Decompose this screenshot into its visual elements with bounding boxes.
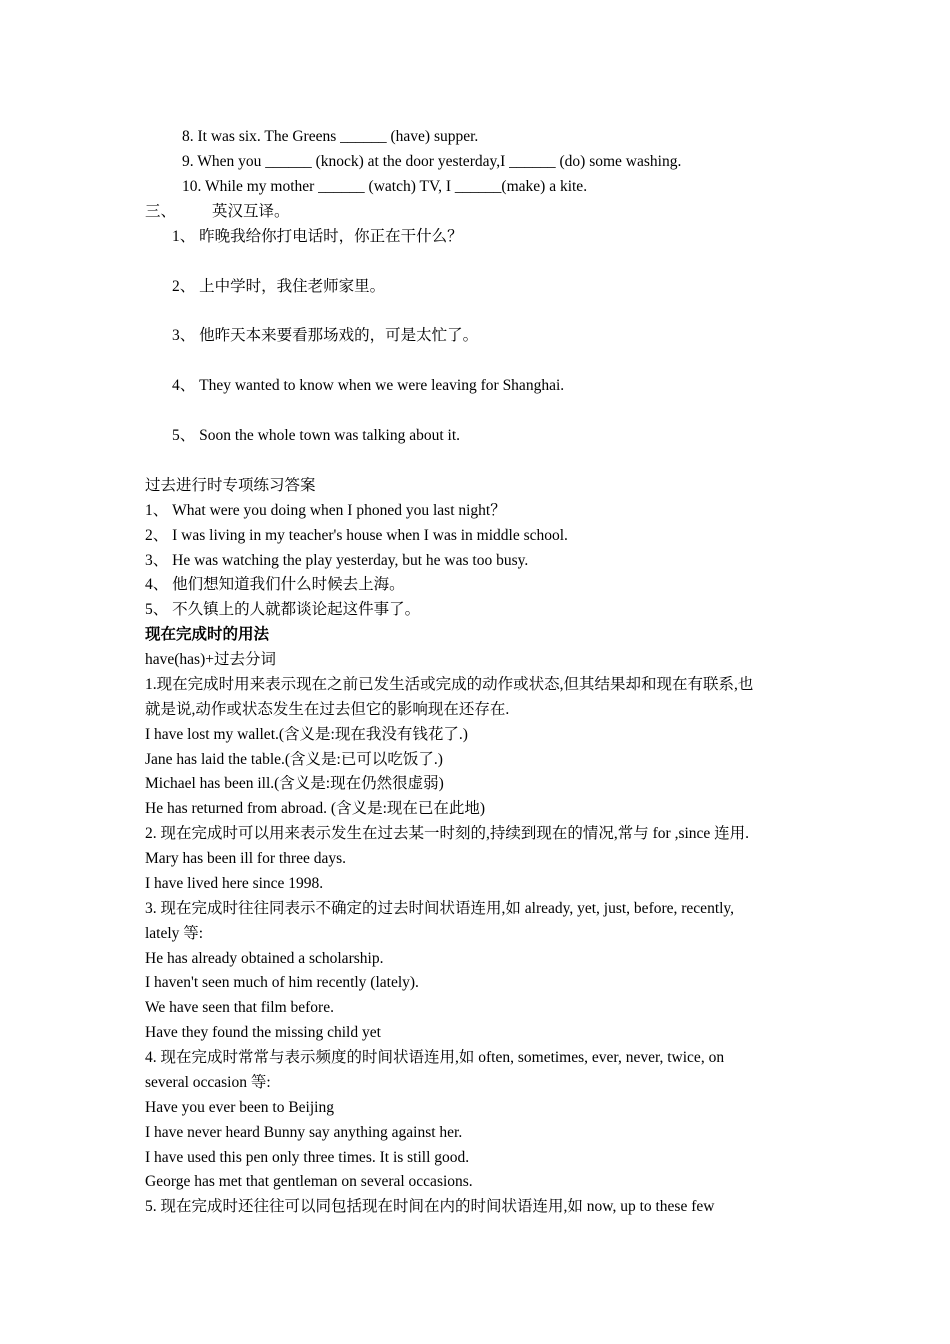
body-line: I have lost my wallet.(含义是:现在我没有钱花了.) xyxy=(145,726,468,743)
body-line: 5. 现在完成时还往往可以同包括现在时间在内的时间状语连用,如 now, up to these few xyxy=(145,1198,715,1215)
body-line: lately 等: xyxy=(145,925,204,942)
translation-item-2: 2、 上中学时，我住老师家里。 xyxy=(172,278,386,295)
body-line: I haven't seen much of him recently (lately). xyxy=(145,974,419,991)
translation-item-5: 5、 Soon the whole town was talking about it. xyxy=(172,427,461,444)
body-line: Mary has been ill for three days. xyxy=(145,850,347,867)
fill-item-8: 8. It was six. The Greens ______ (have) supper. xyxy=(182,128,479,145)
body-line: Michael has been ill.(含义是:现在仍然很虚弱) xyxy=(145,775,444,792)
body-line: He has already obtained a scholarship. xyxy=(145,950,384,967)
fill-item-10: 10. While my mother ______ (watch) TV, I ______(make) a kite. xyxy=(182,178,588,195)
body-line: 3. 现在完成时往往同表示不确定的过去时间状语连用,如 already, yet, just, before, recently, xyxy=(145,900,735,917)
translation-item-1: 1、 昨晚我给你打电话时，你正在干什么？ xyxy=(172,228,463,245)
translation-item-3: 3、 他昨天本来要看那场戏的，可是太忙了。 xyxy=(172,327,479,344)
body-line: I have lived here since 1998. xyxy=(145,875,324,892)
body-line: 就是说,动作或状态发生在过去但它的影响现在还存在. xyxy=(145,701,510,718)
section-title: 英汉互译。 xyxy=(212,203,290,220)
body-line: 4. 现在完成时常常与表示频度的时间状语连用,如 often, sometimes, ever, never, twice, on xyxy=(145,1049,725,1066)
body-line: George has met that gentleman on several occasions. xyxy=(145,1173,473,1190)
fill-item-9: 9. When you ______ (knock) at the door yesterday,I ______ (do) some washing. xyxy=(182,153,682,170)
body-line: have(has)+过去分词 xyxy=(145,651,276,668)
body-line: I have used this pen only three times. It is still good. xyxy=(145,1149,470,1166)
answers-heading: 过去进行时专项练习答案 xyxy=(145,477,316,494)
body-line: Have they found the missing child yet xyxy=(145,1024,381,1041)
body-line: I have never heard Bunny say anything against her. xyxy=(145,1124,463,1141)
body-line: We have seen that film before. xyxy=(145,999,334,1016)
body-line: Have you ever been to Beijing xyxy=(145,1099,334,1116)
answer-item-4: 4、 他们想知道我们什么时候去上海。 xyxy=(145,576,405,593)
body-line: 2. 现在完成时可以用来表示发生在过去某一时刻的,持续到现在的情况,常与 for ,since 连用. xyxy=(145,825,750,842)
section-number: 三、 xyxy=(145,203,177,220)
body-line: Jane has laid the table.(含义是:已可以吃饭了.) xyxy=(145,751,443,768)
answer-item-3: 3、 He was watching the play yesterday, but he was too busy. xyxy=(145,552,529,569)
body-line: 1.现在完成时用来表示现在之前已发生活或完成的动作或状态,但其结果却和现在有联系,也 xyxy=(145,676,754,693)
body-line: He has returned from abroad. (含义是:现在已在此地) xyxy=(145,800,486,817)
answer-item-2: 2、 I was living in my teacher's house when I was in middle school. xyxy=(145,527,568,544)
answer-item-5: 5、 不久镇上的人就都谈论起这件事了。 xyxy=(145,601,421,618)
body-line: several occasion 等: xyxy=(145,1074,271,1091)
present-perfect-heading: 现在完成时的用法 xyxy=(145,626,270,643)
translation-item-4: 4、 They wanted to know when we were leaving for Shanghai. xyxy=(172,377,565,394)
answer-item-1: 1、 What were you doing when I phoned you last night？ xyxy=(145,502,506,519)
